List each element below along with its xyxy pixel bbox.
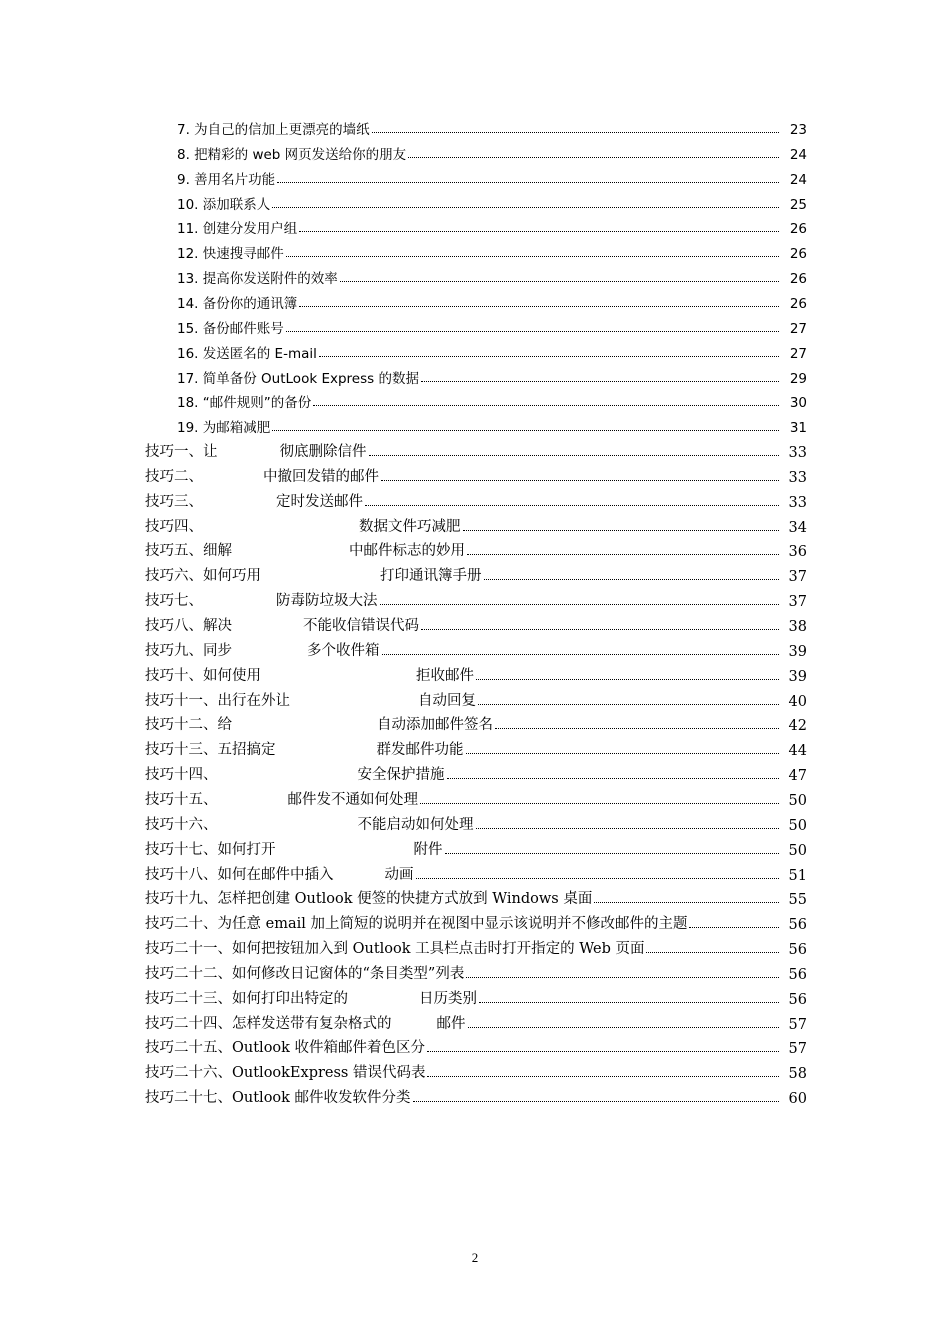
dot-leader [408,157,779,158]
toc-entry-title: 技巧二十六、OutlookExpress 错误代码表 [145,1065,426,1082]
toc-page-number: 44 [788,743,807,760]
toc-page-number: 50 [788,792,807,809]
toc-entry-subtitle: 数据文件巧减肥 [359,518,461,535]
toc-entry[interactable] [145,489,807,511]
toc-page-number: 56 [788,966,807,983]
dot-leader [272,430,779,431]
toc-entry-title: 技巧二、 [145,468,203,485]
toc-entry[interactable] [145,737,807,759]
dot-leader [427,1076,779,1077]
toc-page-number: 33 [788,469,807,486]
toc-entry[interactable] [145,1035,807,1057]
toc-entry-title: 技巧八、解决 [145,618,232,634]
toc-entry-subtitle: 邮件发不通如何处理 [287,791,418,808]
toc-page-number: 24 [789,146,807,163]
toc-entry-title: 7. 为自己的信加上更漂亮的墙纸 [177,122,370,138]
toc-entry-subtitle: 自动回复 [418,692,476,709]
toc-sub-entry[interactable] [177,215,807,237]
toc-entry[interactable] [145,563,807,585]
toc-page-number: 36 [788,544,807,561]
toc-page-number: 26 [789,221,807,238]
dot-leader [340,281,779,282]
dot-leader [479,1002,779,1003]
dot-leader [594,902,779,903]
toc-sub-entry[interactable] [177,315,807,337]
toc-page-number: 33 [788,445,807,462]
dot-leader [467,554,779,555]
dot-leader [445,853,780,854]
dot-leader [286,256,779,257]
toc-entry-title: 技巧二十五、Outlook 收件箱邮件着色区分 [145,1040,426,1057]
toc-entry-subtitle: 打印通讯簿手册 [380,568,482,585]
toc-sub-entry[interactable] [177,240,807,262]
dot-leader [416,878,780,879]
toc-entry-title: 技巧二十一、如何把按钮加入到 Outlook 工具栏点击时打开指定的 Web 页面 [145,941,645,958]
toc-entry-subtitle: 不能启动如何处理 [357,816,474,833]
toc-entry[interactable] [145,439,807,461]
dot-leader [646,952,779,953]
toc-entry-title: 技巧十四、 [145,767,218,784]
dot-leader [369,455,780,456]
toc-entry[interactable] [145,464,807,486]
dot-leader [447,778,780,779]
dot-leader [365,505,779,506]
toc-page-number: 39 [788,643,807,660]
toc-sub-entry[interactable] [177,414,807,436]
toc-page-number: 56 [788,942,807,959]
dot-leader [427,1051,779,1052]
toc-page-number: 25 [789,196,807,213]
toc-entry-subtitle: 多个收件箱 [307,642,380,659]
toc-entry-subtitle: 动画 [384,866,414,883]
toc-entry-subtitle: 不能收信错误代码 [303,618,419,634]
toc-entry[interactable] [145,688,807,710]
toc-sub-entry[interactable] [177,340,807,362]
toc-page-number: 27 [789,345,807,362]
toc-page-number: 37 [788,569,807,586]
toc-page-number: 51 [788,867,807,884]
dot-leader [466,753,780,754]
toc-entry[interactable] [145,638,807,660]
toc-entry-title: 技巧十、如何使用 [145,667,261,684]
toc-entry-title: 技巧六、如何巧用 [145,568,261,585]
toc-entry[interactable] [145,911,807,933]
toc-entry-title: 技巧十六、 [145,816,218,833]
toc-entry-title: 11. 创建分发用户组 [177,221,298,238]
toc-entry-title: 18. “邮件规则”的备份 [177,395,312,412]
toc-entry-title: 13. 提高你发送附件的效率 [177,271,338,288]
toc-entry[interactable] [145,961,807,983]
toc-sub-entry[interactable] [177,141,807,163]
toc-entry-title: 技巧五、细解 [145,543,232,560]
toc-entry[interactable] [145,886,807,908]
toc-entry-title: 技巧十一、出行在外让 [145,692,290,709]
dot-leader [277,182,779,183]
dot-leader [421,629,779,630]
dot-leader [413,1101,779,1102]
toc-entry[interactable] [145,588,807,610]
toc-entry-title: 9. 善用名片功能 [177,171,276,188]
toc-entry-title: 17. 简单备份 OutLook Express 的数据 [177,370,419,387]
toc-page-number: 27 [789,320,807,337]
toc-entry-subtitle: 群发邮件功能 [376,742,464,759]
toc-entry-title: 15. 备份邮件账号 [177,320,284,337]
toc-sub-entry[interactable] [177,389,807,411]
dot-leader [689,927,779,928]
toc-entry[interactable] [145,1085,807,1107]
dot-leader [319,356,779,357]
toc-entry-title: 技巧十二、给 [145,717,232,734]
toc-entry-title: 技巧二十四、怎样发送带有复杂格式的 [145,1015,392,1032]
toc-entry[interactable] [145,787,807,809]
toc-entry[interactable] [145,538,807,560]
toc-page-number: 31 [789,420,807,437]
toc-page-number: 57 [788,1041,807,1058]
toc-entry[interactable] [145,1011,807,1033]
dot-leader [299,306,779,307]
toc-entry-title: 技巧一、让 [145,444,218,461]
toc-entry[interactable] [145,1060,807,1082]
toc-entry-subtitle: 附件 [413,841,443,858]
dot-leader [420,803,779,804]
toc-page-number: 39 [788,668,807,685]
toc-entry-subtitle: 自动添加邮件签名 [377,717,493,734]
toc-page-number: 47 [788,768,807,785]
toc-page-number: 30 [789,395,807,412]
toc-entry[interactable] [145,712,807,734]
toc-entry-subtitle: 中邮件标志的妙用 [349,543,465,560]
toc-entry-subtitle: 邮件 [436,1015,466,1032]
dot-leader [382,654,780,655]
toc-entry-subtitle: 中撤回发错的邮件 [263,468,379,485]
toc-entry-subtitle: 定时发送邮件 [276,493,363,510]
toc-page-number: 37 [788,594,807,611]
toc-entry-title: 12. 快速搜寻邮件 [177,246,284,263]
toc-entry-title: 技巧二十三、如何打印出特定的 [145,990,348,1007]
toc-entry-title: 技巧二十、为任意 email 加上简短的说明并在视图中显示该说明并不修改邮件的主题 [145,916,688,933]
dot-leader [380,604,780,605]
dot-leader [463,530,780,531]
dot-leader [466,977,779,978]
toc-sub-entry[interactable] [177,116,807,138]
toc-sub-entry[interactable] [177,365,807,387]
toc-entry[interactable] [145,862,807,884]
toc-entry-title: 技巧二十二、如何修改日记窗体的“条目类型”列表 [145,965,465,982]
dot-leader [421,381,779,382]
toc-sub-entry[interactable] [177,191,807,213]
toc-page-number: 40 [788,693,807,710]
toc-page-number: 56 [788,991,807,1008]
toc-page-number: 29 [789,370,807,387]
page-number: 2 [471,1250,479,1265]
dot-leader [476,828,780,829]
dot-leader [286,331,779,332]
toc-page-number: 26 [789,295,807,312]
dot-leader [484,579,780,580]
toc-page-number: 24 [789,171,807,188]
toc-page-number: 42 [788,718,807,735]
toc-entry-subtitle: 拒收邮件 [416,667,474,684]
dot-leader [372,132,779,133]
toc-entry-title: 技巧二十七、Outlook 邮件收发软件分类 [145,1090,411,1107]
toc-page-number: 26 [789,246,807,263]
dot-leader [272,207,779,208]
dot-leader [478,704,779,705]
toc-entry[interactable] [145,613,807,635]
toc-entry-title: 技巧十七、如何打开 [145,841,276,858]
toc-entry[interactable] [145,936,807,958]
toc-entry[interactable] [145,986,807,1008]
toc-entry-subtitle: 防毒防垃圾大法 [276,593,378,610]
dot-leader [381,480,779,481]
toc-entry-title: 技巧七、 [145,593,203,610]
dot-leader [299,231,779,232]
toc-page-number: 56 [788,917,807,934]
toc-entry-title: 技巧三、 [145,493,203,510]
toc-entry[interactable] [145,762,807,784]
toc-entry-title: 技巧十三、五招搞定 [145,742,276,759]
dot-leader [468,1027,780,1028]
toc-page-number: 57 [788,1016,807,1033]
toc-entry-title: 19. 为邮箱减肥 [177,420,271,437]
toc-entry-title: 10. 添加联系人 [177,196,271,213]
toc-page-number: 50 [788,842,807,859]
toc-page-number: 58 [788,1066,807,1083]
toc-page-number: 23 [789,122,807,138]
toc-page-number: 38 [788,619,807,635]
toc-page-number: 33 [788,494,807,511]
toc-page-number: 50 [788,817,807,834]
toc-entry[interactable] [145,812,807,834]
toc-entry-subtitle: 安全保护措施 [357,767,445,784]
toc-page-number: 60 [788,1091,807,1108]
toc-entry-title: 技巧十九、怎样把创建 Outlook 便签的快捷方式放到 Windows 桌面 [145,891,593,908]
toc-entry[interactable] [145,514,807,536]
toc-page-number: 26 [789,271,807,288]
dot-leader [495,728,779,729]
toc-entry-title: 技巧十五、 [145,791,218,808]
toc-entry-subtitle: 彻底删除信件 [279,444,367,461]
toc-sub-entry[interactable] [177,166,807,188]
toc-entry-subtitle: 日历类别 [419,990,477,1007]
toc-entry-title: 14. 备份你的通讯簿 [177,295,298,312]
toc-entry-title: 技巧九、同步 [145,642,232,659]
toc-page-number: 34 [788,519,807,536]
toc-entry-title: 技巧十八、如何在邮件中插入 [145,866,334,883]
toc-entry-title: 技巧四、 [145,518,203,535]
toc-entry-title: 8. 把精彩的 web 网页发送给你的朋友 [177,146,407,163]
toc-entry-title: 16. 发送匿名的 E-mail [177,345,317,362]
toc-sub-entry[interactable] [177,265,807,287]
toc-entry[interactable] [145,837,807,859]
dot-leader [313,405,779,406]
dot-leader [476,679,779,680]
toc-sub-entry[interactable] [177,290,807,312]
toc-entry[interactable] [145,663,807,685]
toc-page-number: 55 [788,892,807,909]
